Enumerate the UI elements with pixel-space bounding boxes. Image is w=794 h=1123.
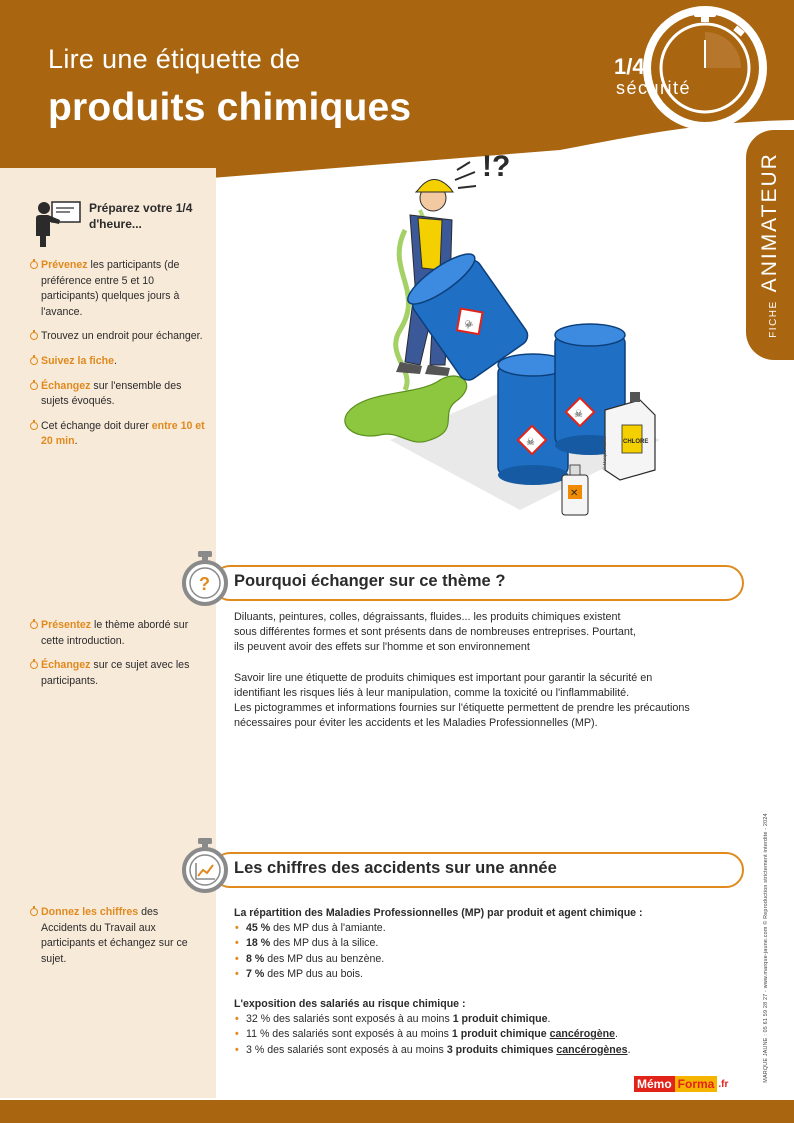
paragraph-2: Savoir lire une étiquette de produits chimiques est important pour garantir la sécurité en identifiant les risques liés à leur manipulation, comme la toxicité ou l'inflammabilité. Les pictogrammes et informations fournies sur l'étiquette permettent de prendre les précautions nécessaires pour éviter les accidents et les Maladies Professionnelles (MP). [234,671,690,730]
list-item: • 18 % des MP dus à la silice. [234,936,744,951]
prep-list [30,258,206,459]
badge-fraction: 1/4$^h$ [614,54,651,79]
svg-text:☠: ☠ [526,437,535,448]
list-item: • 11 % des salariés sont exposés à au moins 1 produit chimique cancérogène. [234,1027,744,1042]
svg-text:✕: ✕ [570,488,579,499]
mp-title: La répartition des Maladies Professionnelles (MP) par produit et agent chimique : [234,907,643,919]
paragraph-1: Diluants, peintures, colles, dégraissants, fluides... les produits chimiques existent sous différentes formes et sont présents dans de nombreuses entreprises. Pourtant, ils peuvent avoir des effets sur l'homme et son environnement [234,611,636,654]
title-line-1: Lire une étiquette de [48,44,301,74]
chemical-spill-illustration [330,140,670,540]
section-why-body [234,610,744,746]
list-item: • 8 % des MP dus au benzène. [234,952,744,967]
expo-title: L'exposition des salariés au risque chimique : [234,998,466,1011]
list-item: Suivez la fiche. [30,354,206,370]
copyright-credit: MARQUE JAUNE : 05 61 59 28 27 - www.marque-jaune.com © Reproduction strictement interdite - 2024 [763,813,769,1083]
stopwatch-question-icon [182,550,228,606]
footer-bar [0,1100,794,1123]
section-figures-title: Les chiffres des accidents sur une année [234,859,557,877]
list-item: Cet échange doit durer entre 10 et 20 min. [30,419,206,450]
illustration-stamp: © Marque Jaune [602,436,607,470]
svg-text:☠: ☠ [574,409,583,420]
mp-list [234,921,744,982]
memoforma-logo: Mémo Forma .fr [634,1076,728,1092]
svg-text:?: ? [199,574,210,594]
list-item: • 45 % des MP dus à l'amiante. [234,921,744,936]
stopwatch-bullet-icon [30,382,38,390]
stopwatch-bullet-icon [30,661,38,669]
section-figures-header [182,847,746,893]
list-item: Échangez sur ce sujet avec les participants. [30,658,206,689]
list-item: Présentez le thème abordé sur cette introduction. [30,618,206,649]
section-figures-side-list [30,905,206,976]
section-why-side-list [30,618,206,698]
side-tab-animateur [746,130,794,360]
list-item: • 32 % des salariés sont exposés à au moins 1 produit chimique. [234,1012,744,1027]
expo-list [234,1012,744,1058]
jerrican-label: CHLORE [623,439,649,445]
list-item: • 7 % des MP dus au bois. [234,967,744,982]
list-item: Trouvez un endroit pour échanger. [30,329,206,345]
stopwatch-bullet-icon [30,422,38,430]
stopwatch-bullet-icon [30,621,38,629]
section-figures-body [234,906,744,1058]
section-why-title: Pourquoi échanger sur ce thème ? [234,572,506,590]
exclaim-text: !? [482,150,511,183]
title-line-2: produits chimiques [48,86,412,129]
list-item: Échangez sur l'ensemble des sujets évoqués. [30,379,206,410]
svg-text:☠: ☠ [462,317,476,332]
stopwatch-chart-icon [182,837,228,893]
stopwatch-bullet-icon [30,908,38,916]
badge-word: sécurité [616,78,692,98]
section-why-header [182,560,746,606]
stopwatch-badge-icon [643,6,767,130]
list-item: Prévenez les participants (de préférence entre 5 et 10 participants) quelques jours à l'avance. [30,258,206,320]
list-item: Donnez les chiffres des Accidents du Travail aux participants et échangez sur ce sujet. [30,905,206,967]
stopwatch-bullet-icon [30,332,38,340]
side-tab-large: ANIMATEUR [758,152,781,293]
stopwatch-bullet-icon [30,261,38,269]
side-tab-small: FICHE [768,300,779,338]
prep-title: Préparez votre 1/4 d'heure... [89,201,193,231]
list-item: • 3 % des salariés sont exposés à au moins 3 produits chimiques cancérogènes. [234,1043,744,1058]
stopwatch-bullet-icon [30,357,38,365]
presenter-board-icon [34,200,82,248]
